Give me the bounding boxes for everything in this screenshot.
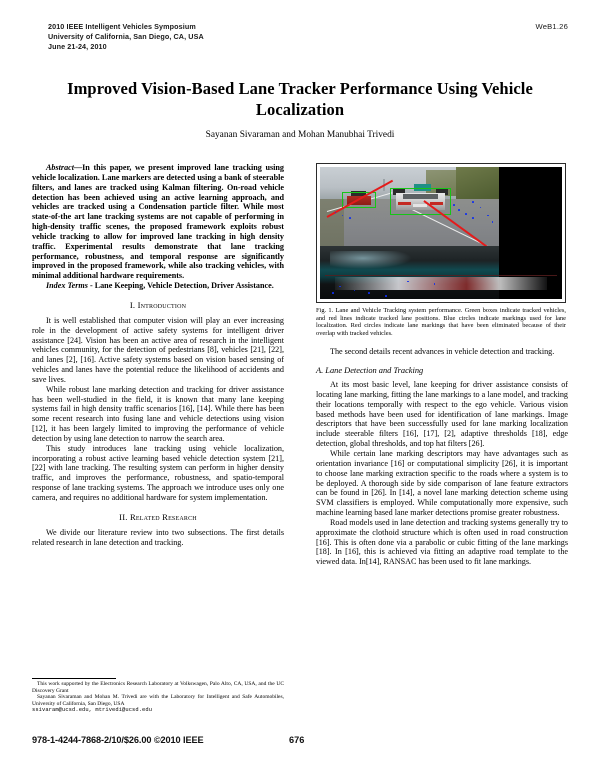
lane-detection-paragraph-2: While certain lane marking descriptors may have advantages such as orientation invariance [16] or computational simplicity [26], it is important to choose lane marking extraction specific to the roads where a system is to be deployed. A thorough side by side comparison of lane feature extractors can be found in [26]. In [14], a novel lane marking detection scheme using SVM classifiers is employed. While computationally more expensive, such machine learning based lane marker detections promise greater robustness. [316, 448, 568, 518]
vehicle-2-taillight-right [430, 202, 443, 205]
lane-localization-point [368, 292, 370, 294]
abstract-text: —In this paper, we present improved lane tracking using vehicle localization. Lane markers are detected using a bank of steerable filters, and lanes are tracked using Kalman filtering. On-road vehicle detection has been achieved using an active learning approach, and vehicles are tracked using a Condensation particle filter. While most state-of-the art lane tracking systems are not capable of performing in high-density traffic scenes, the proposed framework exploits robust vehicle tracking to allow for improved lane tracking in high density traffic. Experimental results demonstrate that lane tracking performance, robustness, and temporal response are significantly improved in the proposed framework, while also tracking vehicles, with minimal additional hardware requirements. [32, 163, 284, 281]
vehicle-bounding-box-2 [390, 188, 451, 214]
footnote-rule [32, 678, 116, 679]
page-title: Improved Vision-Based Lane Tracker Performance Using Vehicle Localization [67, 79, 533, 119]
lane-localization-point [458, 209, 460, 211]
lane-localization-point [332, 292, 334, 294]
abstract-label: Abstract [46, 163, 74, 172]
lane-localization-point [349, 217, 351, 219]
intro-paragraph-2: While robust lane marking detection and tracking for driver assistance has been well-studied in the field, it is known that many lane keeping systems fail in high density traffic scenarios [16], [14]. While there has been some recent research into fusing lane and vehicle detections using vision [12], it has been largely limited to improving the performance of vehicle detection by using lane detection to narrow the search area. [32, 384, 284, 443]
right-column [316, 163, 568, 567]
conference-dates: June 21-24, 2010 [48, 42, 107, 52]
lane-localization-point [453, 204, 455, 206]
section-heading-related-research: II. Related Research [119, 511, 197, 522]
dashboard-glare [335, 277, 548, 290]
footnote-affiliation: Sayanan Sivaraman and Mohan M. Trivedi are with the Laboratory for Intelligent and Safe Automobiles, University of California, San Diego, USA [32, 694, 284, 707]
index-terms [32, 281, 284, 291]
footnote-emails: ssivaram@ucsd.edu, mtrivedi@ucsd.edu [32, 707, 153, 714]
figure-caption [316, 307, 566, 337]
vehicle-2-plate [413, 204, 427, 207]
intro-paragraph-3: This study introduces lane tracking using vehicle localization, incorporating a robust active learning based vehicle detection system [21], [22] with lane tracking. The resulting system can perform in higher density traffic, and improves the performance, robustness, and spatio-temporal response of lane tracking systems. The approach we introduce uses only one camera, and requires no additional hardware for system implementation. [32, 443, 284, 502]
related-research-paragraph-2: The second details recent advances in vehicle detection and tracking. [330, 347, 555, 357]
hood-reflection [330, 251, 412, 268]
index-terms-label: Index Terms [46, 281, 88, 291]
conference-header [48, 22, 204, 53]
footnote-funding: This work supported by the Electronics Research Laboratory at Volkswagen, Palo Alto, CA, USA, and the UC Discovery Grant [32, 681, 284, 694]
lane-localization-point [465, 213, 467, 215]
lane-localization-point [487, 215, 489, 217]
vehicle-2-window [403, 194, 438, 199]
footer-isbn: 978-1-4244-7868-2/10/$26.00 ©2010 IEEE [32, 735, 204, 745]
left-column [32, 163, 284, 547]
dashboard-edge [325, 275, 557, 276]
session-code: WeB1.26 [535, 22, 568, 31]
lane-detection-paragraph-1: At its most basic level, lane keeping for driver assistance consists of locating lane marking, fitting the lane markings to a lane model, and tracking their locations temporally with respect to the ego vehicle. Various vision based methods have been used for identification of lane markings. Image descriptors that have been successfully used for lane marking localization include steerable filters [16], [17], [2], adaptive thresholds [18], edge detection, global thresholds, and top hat filters [26]. [316, 380, 568, 449]
road-scene-image [320, 167, 562, 299]
section-heading-introduction: I. Introduction [129, 299, 187, 310]
subsection-heading-lane-detection: A. Lane Detection and Tracking [316, 366, 424, 376]
lane-localization-point [472, 201, 474, 203]
conference-venue: University of California, San Diego, CA, USA [48, 32, 204, 42]
related-research-paragraph-1: We divide our literature review into two subsections. The first details related research in lane detection and tracking. [32, 527, 284, 547]
author-list: Sayanan Sivaraman and Mohan Manubhai Trivedi [205, 130, 395, 140]
intro-paragraph-1: It is well established that computer vision will play an ever increasing role in the development of active safety systems for intelligent driver assistance [24]. Vision has been an active area of research in the intelligent vehicles community, for the detection of pedestrians [8], vehicles [21], [22], and lanes [2], [16]. Active safety systems based on vision based sensing of vehicles and lanes have the potential reduce the likelihood of accidents and save lives. [32, 315, 284, 384]
footer-page-number: 676 [289, 735, 305, 745]
figure-caption-text: Lane and Vehicle Tracking system performance. Green boxes indicate tracked vehicles, and red lines indicate tracked lane positions. Blue circles indicate markings used for lane localization. Red circles indicate lane markings that have been eliminated because of their overlap with tracked vehicles. [316, 307, 566, 337]
footnote-block [32, 678, 284, 714]
figure-label: Fig. 1. [316, 307, 334, 314]
abstract-paragraph [32, 163, 284, 281]
lane-detection-paragraph-3: Road models used in lane detection and tracking systems generally try to approximate the clothoid structure which is often used in road construction [16]. This is often done via a parabolic or cubic fitting of the lane markings [18]. In [16], this is achieved via fitting an adaptive road template to the viewed data. In[14], RANSAC has been used to fit lane markings. [316, 517, 568, 567]
index-terms-text: - Lane Keeping, Vehicle Detection, Driver Assistance. [87, 281, 274, 291]
lane-localization-point [385, 295, 387, 297]
figure-1 [316, 163, 566, 303]
lane-localization-point [407, 281, 409, 283]
vehicle-2-taillight-left [398, 202, 411, 205]
conference-name: 2010 IEEE Intelligent Vehicles Symposium [48, 22, 196, 31]
lane-localization-point [472, 217, 474, 219]
